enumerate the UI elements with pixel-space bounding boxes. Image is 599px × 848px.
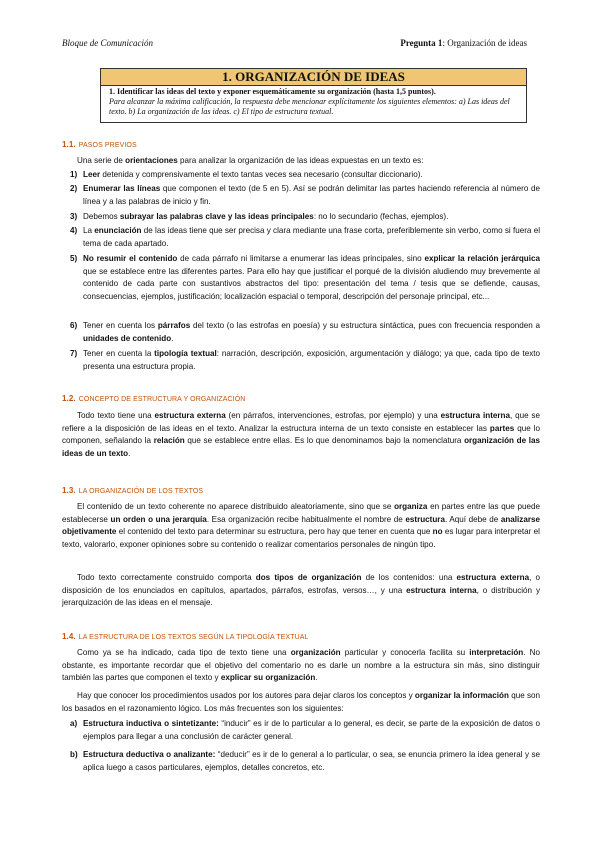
bold-text: enunciación <box>94 226 142 235</box>
text-run: que se establece entre ellas. Es lo que denominamos bajo la nomenclatura <box>184 436 465 445</box>
bold-text: No resumir el contenido <box>83 254 178 263</box>
text-run: El contenido de un texto coherente no aparece distribuido aleatoriamente, sino que se <box>77 502 395 511</box>
text-run: del texto (o las estrofas en poesía) y su estructura sintáctica, pues con frecuencia responden a <box>190 321 541 330</box>
paragraph <box>62 155 540 168</box>
bold-text: orientaciones <box>125 156 178 165</box>
bold-text: dos tipos de organización <box>255 573 362 582</box>
text-run: Una serie de <box>77 156 126 165</box>
text-run: , o distribución y jerarquización de las ideas en el mensaje. <box>62 585 540 607</box>
text-run: detenida y comprensivamente el texto tantas veces sea necesario (consultar diccionario). <box>100 170 423 179</box>
bold-text: subrayar las palabras clave y las ideas principales <box>119 212 314 221</box>
text-run: . <box>315 673 318 682</box>
text-run: el contenido del texto para determinar su estructura, pero hay que tener en cuenta que <box>116 527 433 536</box>
text-run: que lo componen, señalando la <box>62 423 540 445</box>
page-title: 1. ORGANIZACIÓN DE IDEAS <box>101 69 526 86</box>
text-run: : no lo secundario (fechas, ejemplos). <box>313 212 449 221</box>
text-run: Tener en cuenta la <box>83 349 155 358</box>
bold-text: Enumerar las líneas <box>83 184 161 193</box>
title-box <box>100 68 527 123</box>
list-number: 5) <box>70 254 78 263</box>
bold-text: organización <box>290 648 341 657</box>
bold-text: estructura <box>405 514 445 524</box>
text-run: , o disposición de los enunciados en capítulos, apartados, párrafos, estrofas, versos…, y una <box>62 573 541 595</box>
bold-text: Leer <box>83 170 101 179</box>
text-run: Tener en cuenta los <box>83 321 158 330</box>
section-heading-1-1: 1.1. PASOS PREVIOS <box>62 140 137 149</box>
bold-text: párrafos <box>157 321 191 330</box>
title-instructions: 1. Identificar las ideas del texto y exponer esquemáticamente su organización (hasta 1,5 puntos). Para alcanzar la máxima calificación, la respuesta debe mencionar explícitamente los siguientes elementos: a) Las ideas del texto. b) La organización de las ideas. c) El tipo de estructura textual. <box>109 87 510 116</box>
list-item <box>62 211 540 224</box>
bold-text: explicar la relación jerárquica <box>424 254 540 263</box>
text-run: “deducir” es ir de lo general a lo particular, o sea, se enuncia primero la idea general y se aplica luego a casos particulares, ejemplos, detalles concretos, etc. <box>83 750 540 772</box>
paragraph <box>62 501 540 551</box>
list-text <box>83 348 540 373</box>
list-item <box>62 183 540 208</box>
list-item <box>62 169 540 182</box>
list-text <box>83 718 540 743</box>
text-run: . Esa organización recibe habitualmente el nombre de <box>206 514 406 524</box>
list-text <box>83 253 540 303</box>
bold-text: partes <box>489 423 515 433</box>
bold-text: estructura externa <box>154 411 226 420</box>
text-run: Todo texto correctamente construido comporta <box>77 573 256 582</box>
paragraph <box>62 410 540 460</box>
paragraph <box>62 572 540 610</box>
list-number: a) <box>70 719 78 728</box>
text-run: en partes entre las que puede establecerse <box>62 502 540 524</box>
list-text <box>83 749 540 774</box>
text-run: particular y conocerla facilita su <box>340 648 470 657</box>
bold-text: estructura interna <box>406 585 477 595</box>
text-run: de cada párrafo ni limitarse a enumerar las ideas principales, sino <box>177 254 425 263</box>
bold-text: interpretación <box>469 648 524 657</box>
list-number: 1) <box>70 170 78 179</box>
paragraph <box>62 690 540 715</box>
list-text <box>83 183 540 208</box>
text-run: “inducir” es ir de lo particular a lo general, es decir, se parte de la exposición de datos o ejemplos para llegar a una conclusión de carácter general. <box>83 719 540 741</box>
list-number: 2) <box>70 184 78 193</box>
list-number: 7) <box>70 349 78 358</box>
bold-text: Estructura inductiva o sintetizante: <box>83 719 219 728</box>
list-text <box>83 211 540 224</box>
text-run: Hay que conocer los procedimientos usados por los autores para dejar claros los conceptos y <box>77 691 415 700</box>
text-run: que se establece entre las diferentes partes. Para ello hay que justificar el porqué de la división aludiendo muy brevemente al contenido de cada parte con sustantivos abstractos del tipo: presentación del tema / tesis que se defiende, causas, consecuencias, ejemplos, justificación; localización espacial o temporal, descripción del personaje principal, etc... <box>83 266 540 301</box>
list-text <box>83 169 540 182</box>
text-run: Debemos <box>83 212 120 221</box>
bold-text: analizarse objetivamente <box>62 514 540 536</box>
text-run: . Aquí debe de <box>444 514 501 524</box>
bold-text: relación <box>153 436 185 445</box>
text-run: de los contenidos: una <box>361 573 457 582</box>
text-run: Todo texto tiene una <box>77 411 155 420</box>
list-item <box>62 749 540 774</box>
text-run: , que se refiere a la disposición de las ideas en el texto. Analizar la estructura interna de un texto consiste en establecer las <box>62 411 540 433</box>
bold-text: tipología textual <box>154 349 217 358</box>
paragraph <box>62 647 540 685</box>
list-number: 4) <box>70 226 78 235</box>
bold-text: organiza <box>394 502 428 511</box>
text-run: que componen el texto (de 5 en 5). Así se podrán delimitar las partes haciendo referencia al número de línea y a las palabras de inicio y fin. <box>83 184 540 206</box>
list-item <box>62 718 540 743</box>
text-run: que son los basados en el razonamiento lógico. Los más frecuentes son los siguientes: <box>62 691 540 713</box>
text-run: : narración, descripción, exposición, argumentación y diálogo; ya que, cada tipo de texto presenta una estructura propia. <box>83 349 541 371</box>
bold-text: Estructura deductiva o analizante: <box>83 750 216 759</box>
list-number: b) <box>70 750 78 759</box>
bold-text: un orden o una jerarquía <box>110 514 207 524</box>
bold-text: estructura interna <box>440 411 510 420</box>
section-heading-1-3: 1.3. LA ORGANIZACIÓN DE LOS TEXTOS <box>62 486 204 495</box>
header-question: Pregunta 1: Organización de ideas <box>400 38 527 48</box>
list-item <box>62 348 540 373</box>
list-item <box>62 253 540 303</box>
section-heading-1-4: 1.4. LA ESTRUCTURA DE LOS TEXTOS SEGÚN LA TIPOLOGÍA TEXTUAL <box>62 632 309 641</box>
text-run: La <box>83 226 95 235</box>
bold-text: organizar la información <box>414 691 509 700</box>
list-number: 3) <box>70 212 78 221</box>
bold-text: explicar su organización <box>220 673 316 682</box>
text-run: . <box>171 333 174 343</box>
text-run: (en párrafos, intervenciones, estrofas, por ejemplo) y una <box>225 411 441 420</box>
text-run: . No obstante, es importante recordar que el objetivo del comentario no es darle un nombre a la estructura sin más, sino distinguir también las partes que componen el texto y <box>62 648 540 682</box>
list-item <box>62 320 540 345</box>
section-heading-1-2: 1.2. CONCEPTO DE ESTRUCTURA Y ORGANIZACIÓN <box>62 394 246 403</box>
text-run: de las ideas tiene que ser precisa y clara mediante una frase corta, preferiblemente sin verbo, como si fuera el tema de cada apartado. <box>83 226 540 248</box>
text-run: es lugar para interpretar el texto, valorarlo, exponer opiniones sobre su contenido o realizar comentarios personales de ningún tipo. <box>62 527 540 549</box>
header-subject: Bloque de Comunicación <box>62 38 153 48</box>
text-run: . <box>128 448 131 458</box>
bold-text: no <box>432 527 443 536</box>
text-run: Como ya se ha indicado, cada tipo de texto tiene una <box>77 648 291 657</box>
bold-text: organización de las ideas de un texto <box>62 436 540 458</box>
list-item <box>62 225 540 250</box>
list-text <box>83 320 540 345</box>
bold-text: estructura externa <box>456 573 530 582</box>
list-number: 6) <box>70 321 78 330</box>
text-run: para analizar la organización de las ideas expuestas en un texto es: <box>177 156 424 165</box>
bold-text: unidades de contenido <box>83 333 172 343</box>
list-text <box>83 225 540 250</box>
